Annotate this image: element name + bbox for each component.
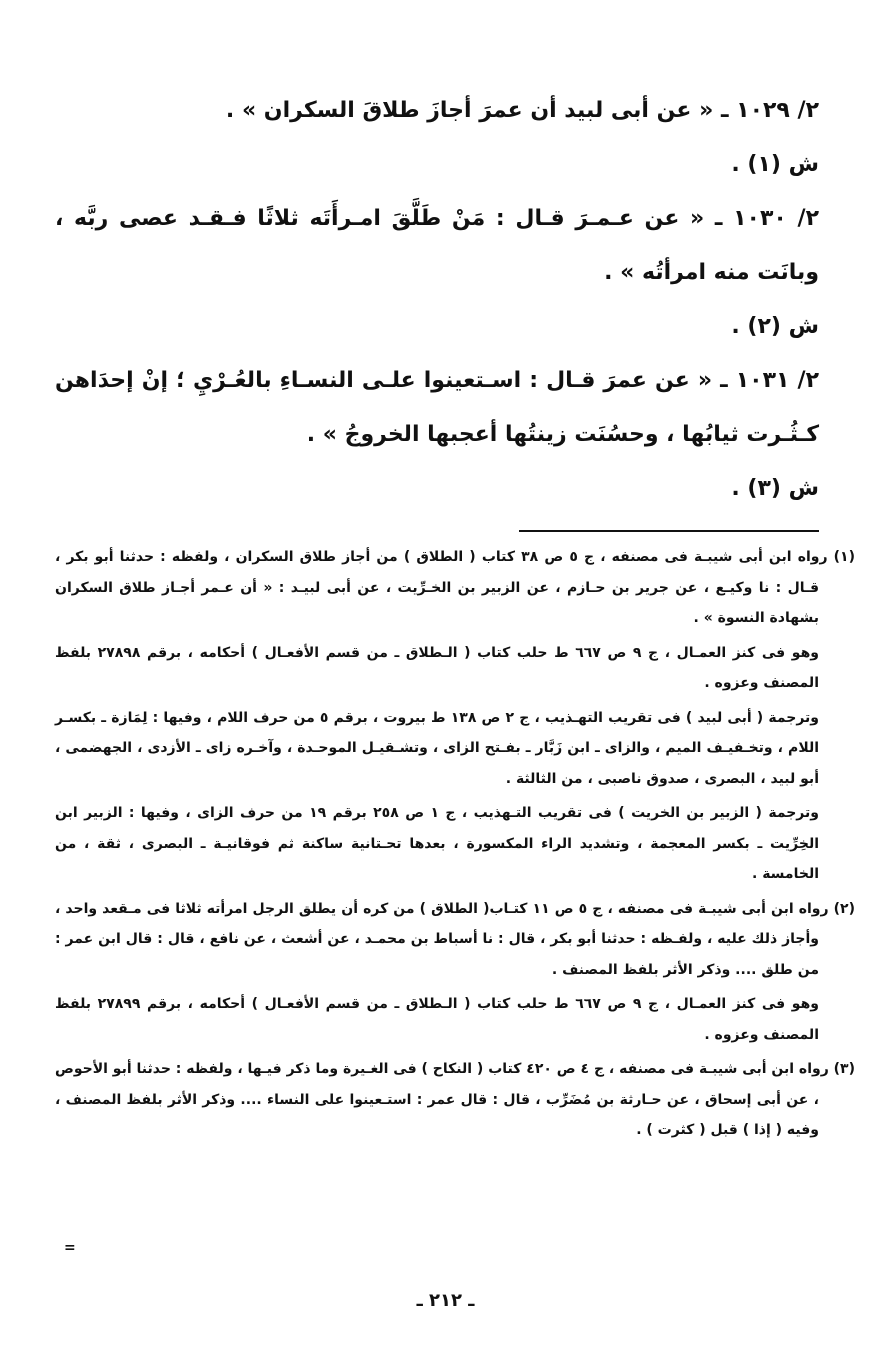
page-number: ـ ٢١٢ ـ <box>416 1290 475 1311</box>
source-note-1: ش (١) . <box>731 151 819 177</box>
main-text <box>55 84 819 516</box>
footnote-3-para-1: (٣) رواه ابن أبى شيبـة فى مصنفه ، ج ٤ ص ٤٢٠ كتاب ( النكاح ) فى الغـيرة وما ذكر فيـها ، ولفظه : حدثنا أبو الأحوص ، عن أبى إسحاق ، عن حـارثة بن مُضَرِّب ، قال : قال عمر : استـعينوا على النساء .... وذكر الأثر بلفظ المصنف ، وفيه ( إذا ) قبل ( كثرت ) . <box>55 1061 855 1138</box>
hadith-1029: ٢/ ١٠٢٩ ـ « عن أبى لبيد أن عمرَ أجازَ طلاقَ السكران » . <box>225 97 819 123</box>
footnote-1-para-1: (١) رواه ابن أبى شيبـة فى مصنفه ، ج ٥ ص ٣٨ كتاب ( الطلاق ) من أجاز طلاق السكران ، ولفظه : حدثنا أبو بكر ، قـال : نا وكيـع ، عن جرير بن حـازم ، عن الزبير بن الخـرِّيت ، عن أبى لبيـد : « أن عـمر أجـاز طلاق السكران بشهادة النسوة » . <box>55 549 855 626</box>
footnote-1-para-4: وترجمة ( الزبير بن الخريت ) فى تقريب التـهذيب ، ج ١ ص ٢٥٨ برقم ١٩ من حرف الزاى ، وفيها : الزبير ابن الخِرِّيت ـ بكسر المعجمة ، وتشديد الراء المكسورة ، بعدها تحـتانية ساكنة ثم فوقانيـة ـ البصرى ، ثقة ، من الخامسة . <box>55 805 819 882</box>
footnote-1-para-2: وهو فى كنز العمـال ، ج ٩ ص ٦٦٧ ط حلب كتاب ( الـطلاق ـ من قسم الأفعـال ) أحكامه ، برقم ٢٧٨٩٨ بلفظ المصنف وعزوه . <box>55 644 819 691</box>
footnote-1 <box>55 542 855 890</box>
footnote-separator <box>519 530 819 532</box>
hadith-1030: ٢/ ١٠٣٠ ـ « عن عـمـرَ قـال : مَنْ طَلَّقَ امـرأَتَه ثلاثًا فـقـد عصى ربَّه ، وبانَت منه امرأتُه » . <box>55 206 819 285</box>
footnote-1-para-3: وترجمة ( أبى لبيد ) فى تقريب التهـذيب ، ج ٢ ص ١٣٨ ط بيروت ، برقم ٥ من حرف اللام ، وفيها : لِمَازة ـ بكسـر اللام ، وتخـفيـف الميم ، والزاى ـ ابن زَبَّار ـ بفـتح الزاى ، وتشـقيـل الموحـدة ، وآخـره زاى ـ الأزدى ، الجهضمى ، أبو لبيد ، البصرى ، صدوق ناصبى ، من الثالثة . <box>55 709 819 787</box>
source-note-2: ش (٢) . <box>731 313 819 339</box>
footnote-2 <box>55 894 855 1051</box>
continuation-mark: = <box>64 1240 76 1256</box>
page-body <box>55 84 855 1357</box>
footnote-2-para-1: (٢) رواه ابن أبى شيبـة فى مصنفه ، ج ٥ ص ١١ كتـاب( الطلاق ) من كره أن يطلق الرجل امرأته ثلاثا فى مـقعد واحد ، وأجاز ذلك عليه ، ولفـظه : حدثنا أبو بكر ، قال : نا أسباط بن محمـد ، عن أشعث ، عن نافع ، قال : قال ابن عمر : من طلق .... وذكر الأثر بلفظ المصنف . <box>55 900 855 978</box>
source-note-3: ش (٣) . <box>731 475 819 501</box>
footnotes <box>55 542 855 1146</box>
footnote-2-para-2: وهو فى كنز العمـال ، ج ٩ ص ٦٦٧ ط حلب كتاب ( الـطلاق ـ من قسم الأفعـال ) أحكامه ، برقم ٢٧٨٩٩ بلفظ المصنف وعزوه . <box>55 996 819 1043</box>
footnote-3 <box>55 1054 855 1146</box>
hadith-1031: ٢/ ١٠٣١ ـ « عن عمرَ قـال : اسـتعينوا علـى النسـاءِ بالعُـرْيِ ؛ إنْ إحدَاهن كـثُـرت ثيابُها ، وحسُنَت زينتُها أعجبها الخروجُ » . <box>55 368 819 447</box>
